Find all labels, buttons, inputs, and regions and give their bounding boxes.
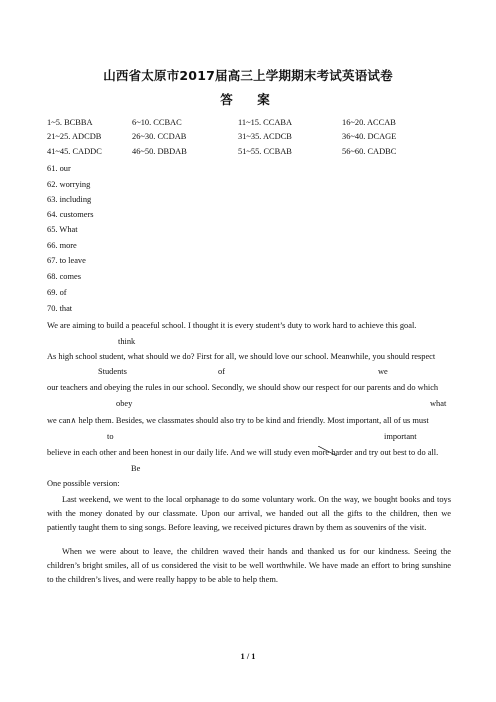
strikethrough-mark: [318, 446, 337, 456]
correction-fix: obey: [116, 399, 133, 408]
page-number: 1 / 1: [240, 652, 256, 661]
page-subtitle: 答 案: [220, 92, 276, 107]
list-item: 70. that: [47, 304, 73, 313]
answer-cell: 1~5. BCBBA: [47, 118, 93, 127]
answer-cell: 41~45. CADDC: [47, 147, 102, 156]
answer-cell: 6~10. CCBAC: [132, 118, 182, 127]
correction-text: we can: [47, 416, 71, 425]
list-item: 61. our: [47, 164, 71, 173]
correction-text: help them. Besides, we classmates should also try to be kind and friendly. Most important, all of us must: [76, 416, 429, 425]
correction-fix: important: [384, 432, 417, 441]
correction-line: [47, 416, 429, 426]
correction-line: our teachers and obeying the rules in our school. Secondly, we should show our respect for our parents and do which: [47, 383, 439, 392]
writing-label: One possible version:: [47, 479, 120, 488]
correction-fix: of: [218, 367, 225, 376]
answer-cell: 36~40. DCAGE: [342, 132, 397, 141]
list-item: 69. of: [47, 288, 67, 297]
correction-line: We are aiming to build a peaceful school. I thought it is every student’s duty to work hard to achieve this goal.: [47, 321, 417, 330]
correction-line: As high school student, what should we do? First for all, we should love our school. Meanwhile, you should respect: [47, 352, 436, 361]
answer-cell: 56~60. CADBC: [342, 147, 397, 156]
correction-fix: Students: [98, 367, 127, 376]
list-item: 66. more: [47, 241, 77, 250]
answer-cell: 51~55. CCBAB: [238, 147, 292, 156]
answer-cell: 31~35. ACDCB: [238, 132, 292, 141]
list-item: 65. What: [47, 225, 78, 234]
list-item: 67. to leave: [47, 256, 86, 265]
essay-paragraph: Last weekend, we went to the local orphanage to do some voluntary work. On the way, we bought books and toys with the money donated by our classmate. Upon our arrival, we handed out all the gifts to the children, then we patiently taught them to sing songs. Before leaving, we received pictures drawn by them as souvenirs of the visit.: [47, 495, 451, 532]
list-item: 63. including: [47, 195, 92, 204]
essay-paragraph: When we were about to leave, the children waved their hands and thanked us for our kindness. Seeing the children’s bright smiles, all of us considered the visit to be well worthwhile. We have made an effort to bring sunshine to the children’s lives, and were really happy to be able to help them.: [47, 547, 451, 584]
correction-fix: we: [378, 367, 388, 376]
correction-fix: Be: [131, 464, 141, 473]
page-title: 山西省太原市2017届高三上学期期末考试英语试卷: [103, 68, 393, 83]
list-item: 64. customers: [47, 210, 94, 219]
list-item: 62. worrying: [47, 180, 91, 189]
correction-fix: to: [107, 432, 114, 441]
answer-cell: 16~20. ACCAB: [342, 118, 396, 127]
answer-cell: 46~50. DBDAB: [132, 147, 187, 156]
correction-fix: think: [118, 337, 136, 346]
answer-cell: 26~30. CCDAB: [132, 132, 187, 141]
correction-fix: what: [430, 399, 447, 408]
answer-cell: 11~15. CCABA: [238, 118, 293, 127]
correction-line: believe in each other and been honest in our daily life. And we will study even more harder and try out best to do all.: [47, 448, 439, 457]
insert-caret-icon: ∧: [70, 416, 77, 425]
list-item: 68. comes: [47, 272, 81, 281]
answer-cell: 21~25. ADCDB: [47, 132, 102, 141]
